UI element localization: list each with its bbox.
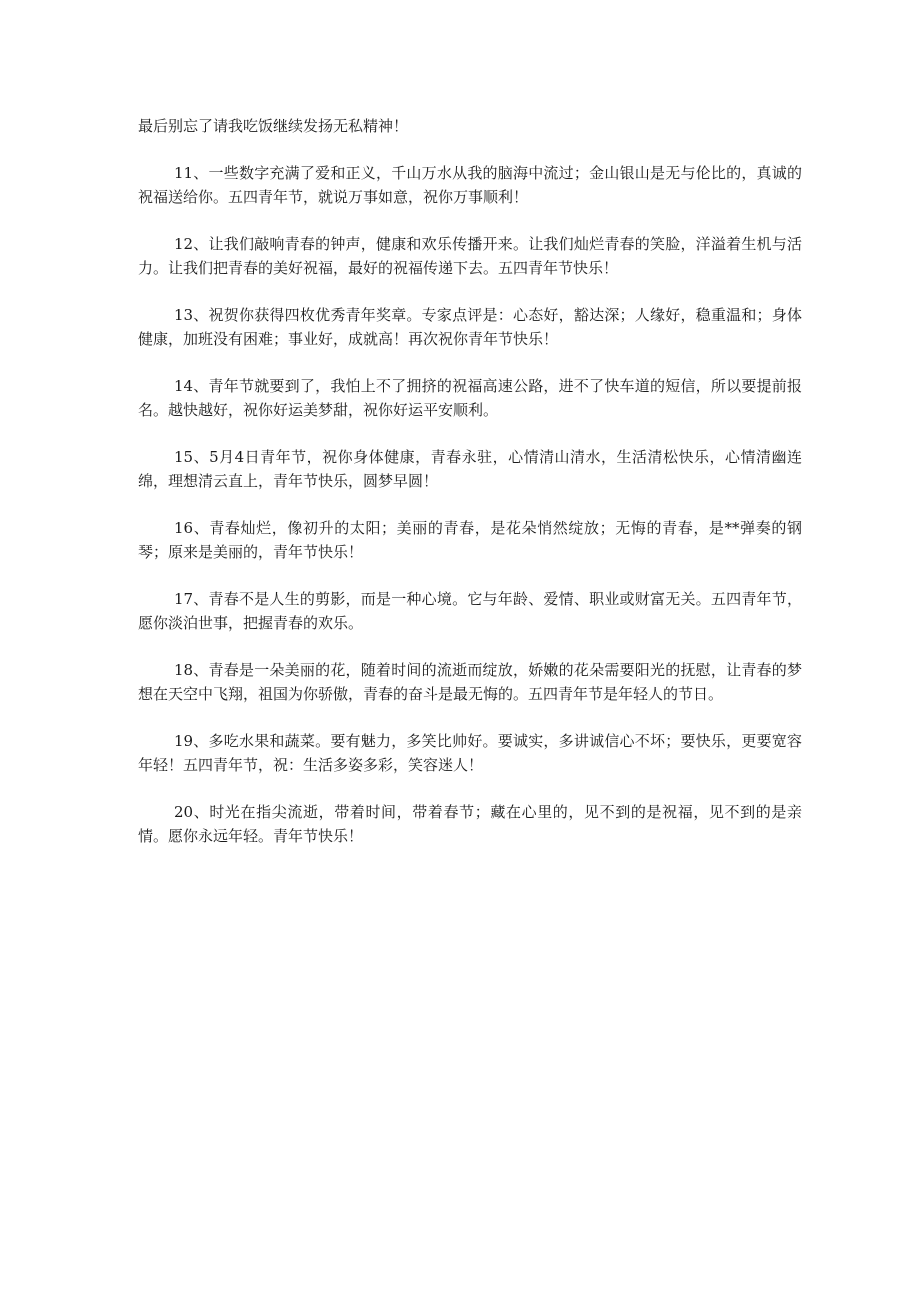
paragraph-18: 18、青春是一朵美丽的花，随着时间的流逝而绽放，娇嫩的花朵需要阳光的抚慰，让青春的梦想在天空中飞翔，祖国为你骄傲，青春的奋斗是最无悔的。五四青年节是年轻人的节日。 — [138, 661, 802, 703]
paragraph-19: 19、多吃水果和蔬菜。要有魅力，多笑比帅好。要诚实，多讲诚信心不坏；要快乐，更要宽容年轻！五四青年节，祝：生活多姿多彩，笑容迷人！ — [138, 732, 802, 774]
paragraph-11: 11、一些数字充满了爱和正义，千山万水从我的脑海中流过；金山银山是无与伦比的，真诚的祝福送给你。五四青年节，就说万事如意，祝你万事顺利！ — [138, 164, 802, 206]
paragraph-20: 20、时光在指尖流逝，带着时间，带着春节；藏在心里的，见不到的是祝福，见不到的是亲情。愿你永远年轻。青年节快乐！ — [138, 803, 802, 845]
paragraph-12: 12、让我们敲响青春的钟声，健康和欢乐传播开来。让我们灿烂青春的笑脸，洋溢着生机与活力。让我们把青春的美好祝福，最好的祝福传递下去。五四青年节快乐！ — [138, 235, 802, 277]
paragraph-16: 16、青春灿烂，像初升的太阳；美丽的青春，是花朵悄然绽放；无悔的青春，是**弹奏的钢琴；原来是美丽的，青年节快乐！ — [138, 519, 802, 561]
paragraph-14: 14、青年节就要到了，我怕上不了拥挤的祝福高速公路，进不了快车道的短信，所以要提前报名。越快越好，祝你好运美梦甜，祝你好运平安顺利。 — [138, 377, 802, 419]
paragraph-17: 17、青春不是人生的剪影，而是一种心境。它与年龄、爱情、职业或财富无关。五四青年节，愿你淡泊世事，把握青春的欢乐。 — [138, 590, 802, 632]
document-body — [138, 114, 802, 871]
paragraph-intro: 最后别忘了请我吃饭继续发扬无私精神！ — [138, 117, 409, 135]
paragraph-15: 15、5月4日青年节，祝你身体健康，青春永驻，心情清山清水，生活清松快乐，心情清幽连绵，理想清云直上，青年节快乐，圆梦早圆！ — [138, 448, 802, 490]
paragraph-13: 13、祝贺你获得四枚优秀青年奖章。专家点评是：心态好，豁达深；人缘好，稳重温和；身体健康，加班没有困难；事业好，成就高！再次祝你青年节快乐！ — [138, 306, 802, 348]
